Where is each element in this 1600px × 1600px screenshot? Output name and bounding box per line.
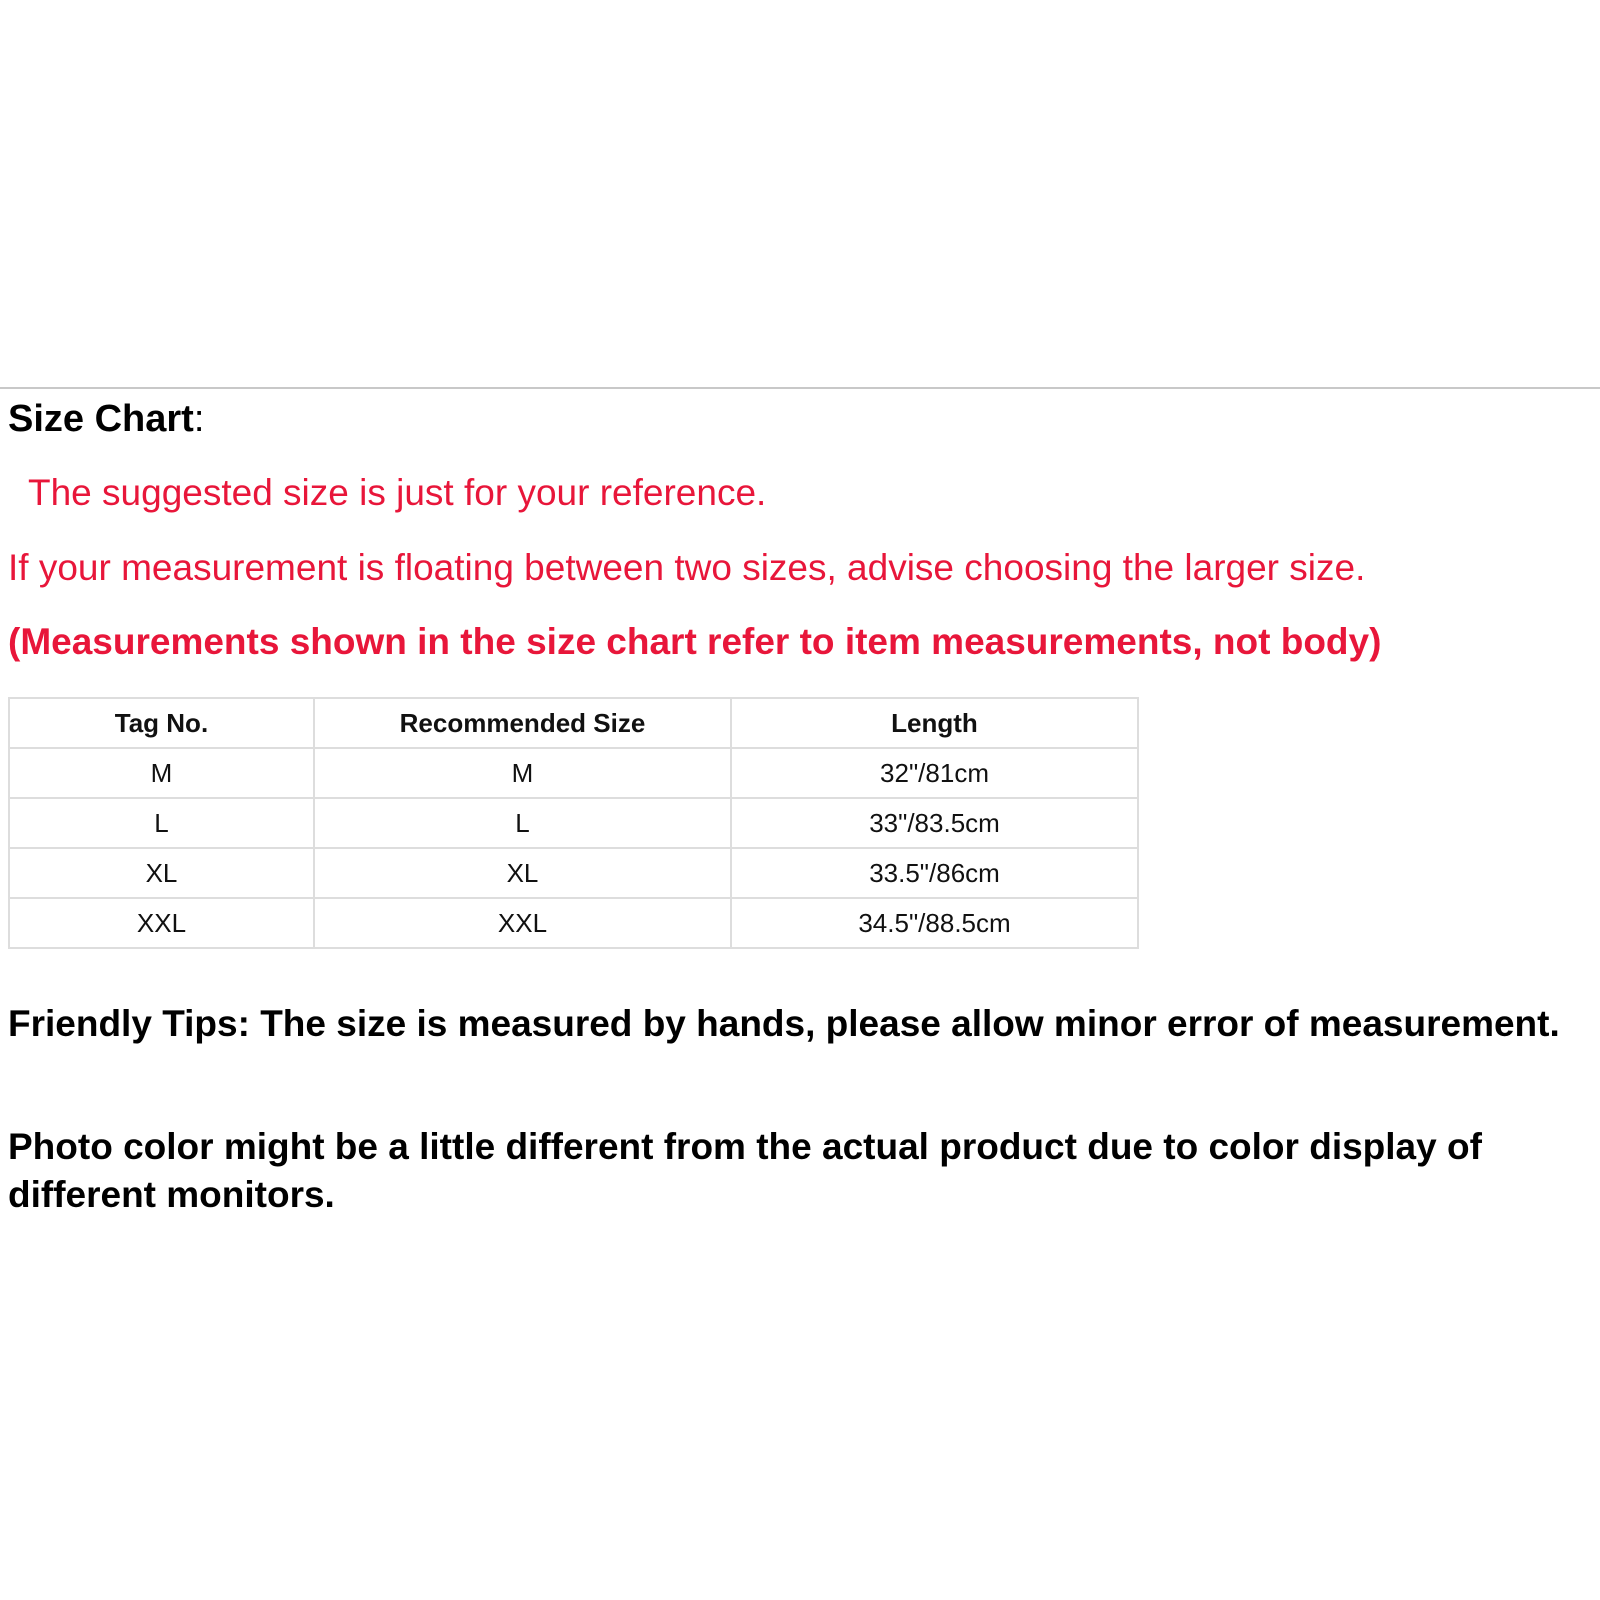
heading-title: Size Chart [8, 398, 194, 440]
table-header-row [9, 698, 1138, 748]
reference-note: The suggested size is just for your reference. [28, 472, 767, 513]
header-length: Length [731, 698, 1138, 748]
cell-recommended-size: M [314, 748, 731, 798]
cell-length: 33"/83.5cm [731, 798, 1138, 848]
cell-tag-no: XXL [9, 898, 314, 948]
table-row [9, 898, 1138, 948]
friendly-tips: Friendly Tips: The size is measured by hands, please allow minor error of measurement. [8, 1003, 1560, 1044]
cell-recommended-size: XXL [314, 898, 731, 948]
cell-length: 33.5"/86cm [731, 848, 1138, 898]
top-divider [0, 387, 1600, 389]
header-recommended-size: Recommended Size [314, 698, 731, 748]
cell-length: 32"/81cm [731, 748, 1138, 798]
cell-tag-no: L [9, 798, 314, 848]
cell-length: 34.5"/88.5cm [731, 898, 1138, 948]
heading-colon: : [193, 398, 205, 440]
measurement-note: (Measurements shown in the size chart refer to item measurements, not body) [8, 621, 1382, 662]
cell-recommended-size: XL [314, 848, 731, 898]
table-row [9, 798, 1138, 848]
table-row [9, 848, 1138, 898]
cell-tag-no: XL [9, 848, 314, 898]
cell-recommended-size: L [314, 798, 731, 848]
size-table [8, 697, 1139, 949]
header-tag-no: Tag No. [9, 698, 314, 748]
photo-color-tip: Photo color might be a little different from the actual product due to color display of different monitors. [8, 1126, 1482, 1215]
table-row [9, 748, 1138, 798]
size-chart-heading [8, 398, 204, 441]
cell-tag-no: M [9, 748, 314, 798]
sizing-advice-note: If your measurement is floating between two sizes, advise choosing the larger size. [8, 547, 1366, 588]
